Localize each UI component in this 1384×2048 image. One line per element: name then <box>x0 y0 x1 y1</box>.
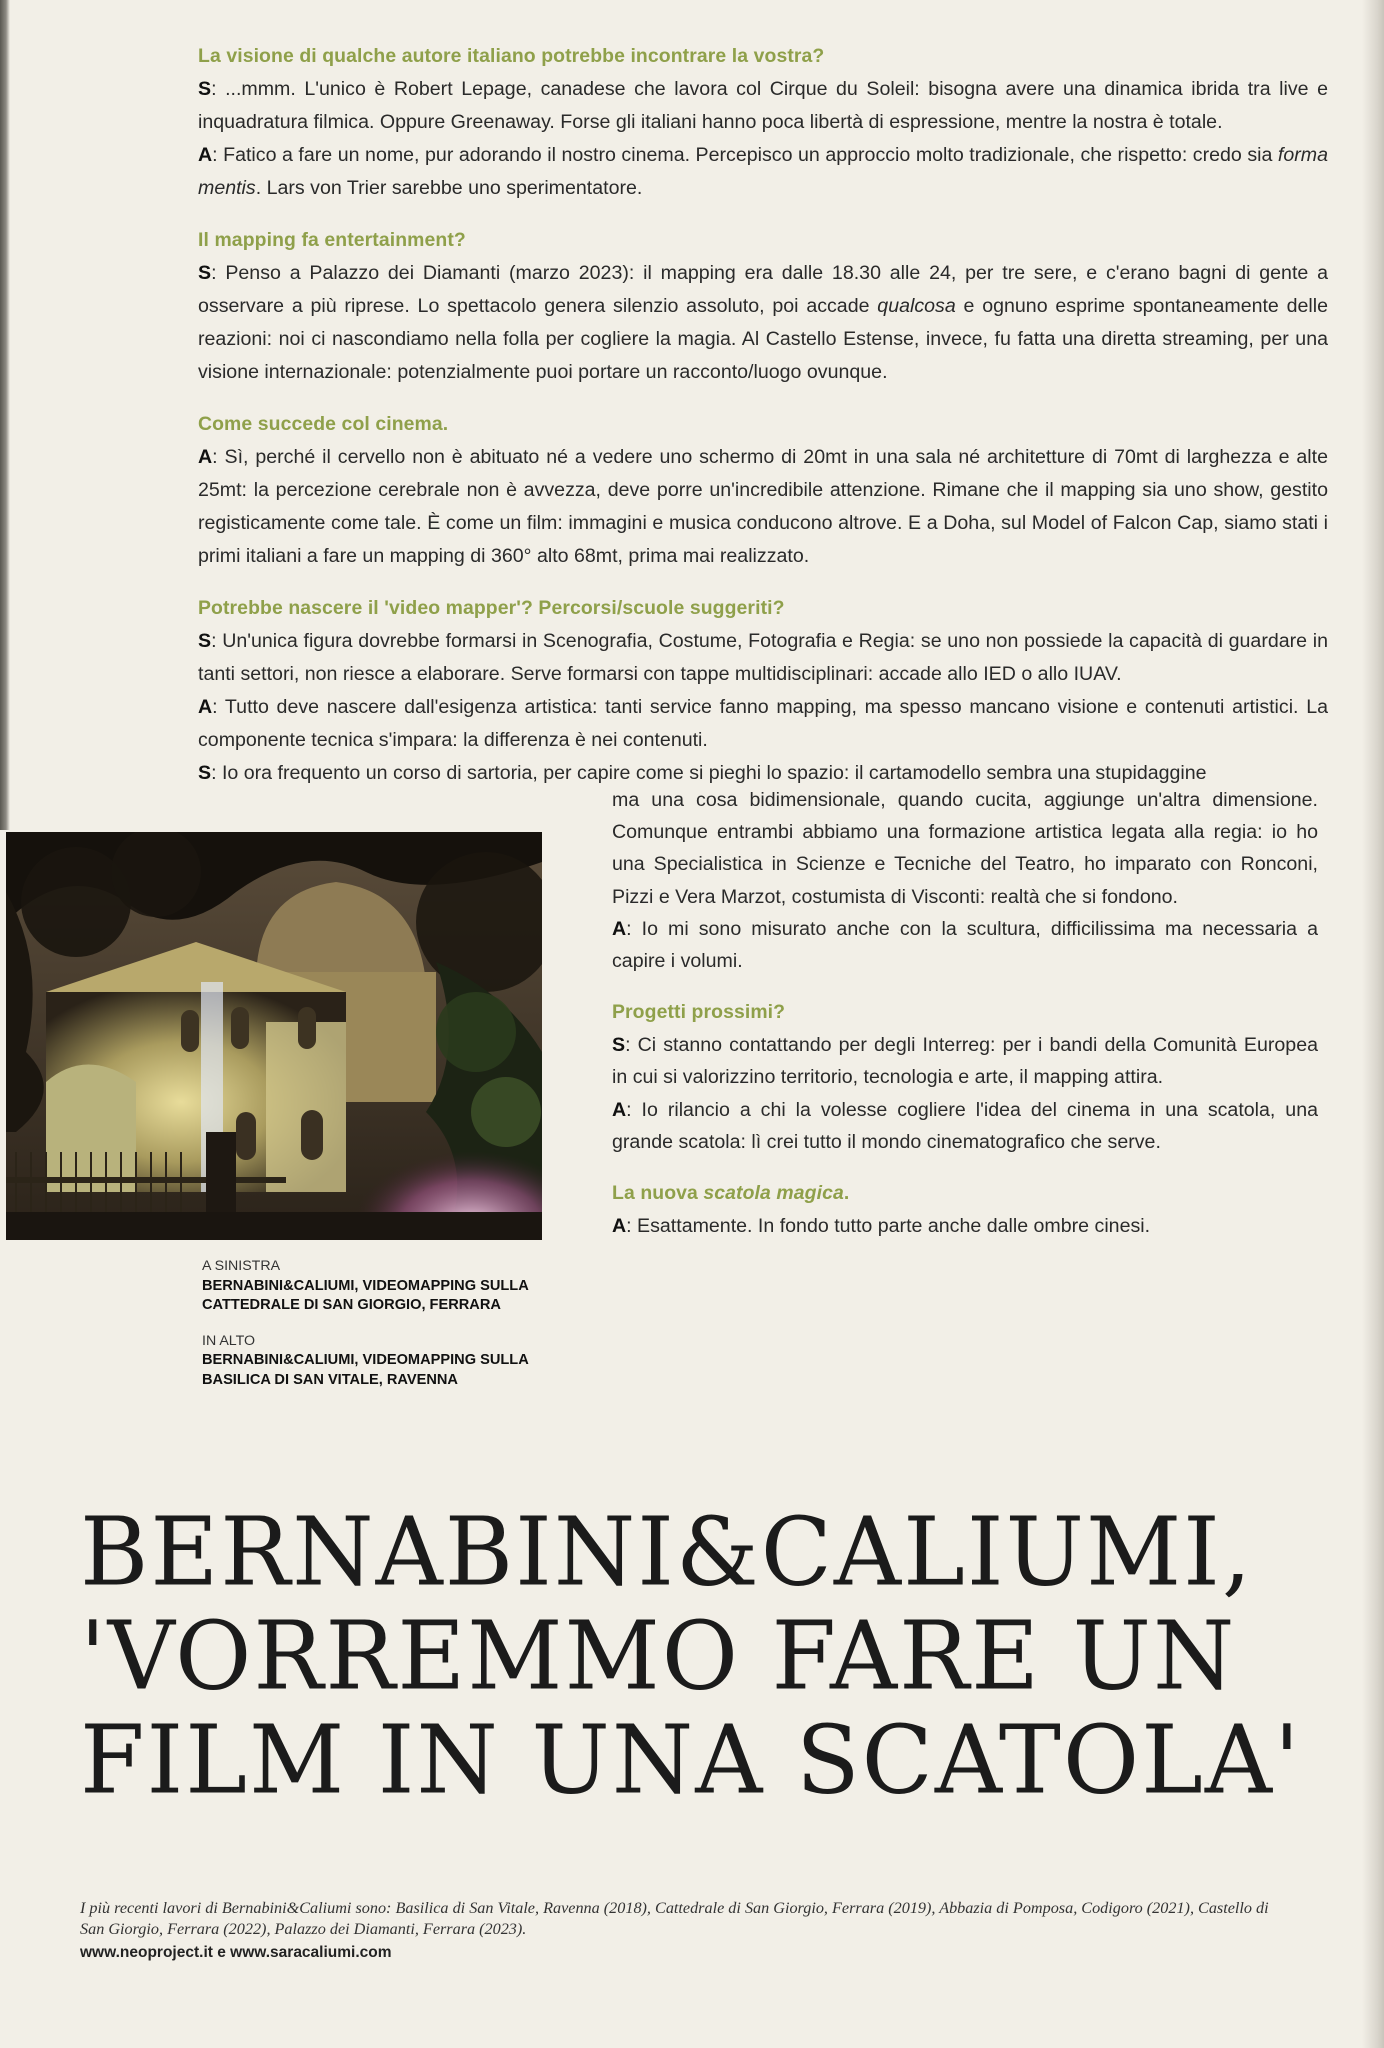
answer-text: : Io ora frequento un corso di sartoria, per capire come si pieghi lo spazio: il cartamodello sembra una stupidaggine <box>211 762 1207 784</box>
answer-continuation: ma una cosa bidimensionale, quando cucita, aggiunge un'altra dimensione. Comunque entrambi abbiamo una formazione artistica legata alla regia: io ho una Specialistica in Scienze e Tecniche del Teatro, ho imparato con Ronconi, Pizzi e Vera Marzot, costumista di Visconti: realtà che si fondono. <box>612 789 1318 908</box>
speaker-initial: S <box>198 630 212 652</box>
speaker-initial: A <box>612 1215 627 1238</box>
question-text: La nuova <box>612 1182 704 1205</box>
article-headline <box>80 1496 1350 1816</box>
question-heading: Il mapping fa entertainment? <box>198 229 466 251</box>
speaker-initial: A <box>612 1098 627 1121</box>
answer-text: : Esattamente. In fondo tutto parte anche dalle ombre cinesi. <box>626 1215 1151 1238</box>
caption-text: BERNABINI&CALIUMI, VIDEOMAPPING SULLA BASILICA DI SAN VITALE, RAVENNA <box>202 1352 529 1388</box>
speaker-initial: A <box>198 446 213 468</box>
speaker-initial: S <box>198 262 212 284</box>
speaker-initial: A <box>198 144 213 166</box>
answer-text: : Io rilancio a chi la volesse cogliere l'idea del cinema in una scatola, una grande scatola: lì crei tutto il mondo cinematografico che serve. <box>612 1098 1318 1153</box>
answer-text: : ...mmm. L'unico è Robert Lepage, canadese che lavora col Cirque du Soleil: bisogna avere una dinamica ibrida tra live e inquadratura filmica. Oppure Greenaway. Forse gli italiani hanno poca libertà di espressione, mentre la nostra è totale. <box>198 78 1328 133</box>
interview-column <box>198 40 1328 790</box>
question-text: . <box>843 1182 850 1205</box>
answer-text: : Ci stanno contattando per degli Interreg: per i bandi della Comunità Europea in cui si valorizzino territorio, tecnologia e arte, il mapping attira. <box>612 1034 1318 1089</box>
answer-paragraph <box>198 73 1328 139</box>
answer-text: : Sì, perché il cervello non è abituato né a vedere uno schermo di 20mt in una sala né architetture di 70mt di larghezza e alte 25mt: la percezione cerebrale non è avvezza, deve porre un'incredibile attenzione. Rimane che il mapping sia uno show, gestito registicamente come tale. È come un film: immagini e musica conducono altrove. E a Doha, sul Model of Falcon Cap, siamo stati i primi italiani a fare un mapping di 360° alto 68mt, prima mai realizzato. <box>198 446 1328 567</box>
question-heading: La visione di qualche autore italiano potrebbe incontrare la vostra? <box>198 45 825 67</box>
answer-text: : Fatico a fare un nome, pur adorando il nostro cinema. Percepisco un approccio molto tradizionale, che rispetto: credo sia <box>212 144 1278 166</box>
answer-paragraph <box>198 139 1328 205</box>
answer-text: : Tutto deve nascere dall'esigenza artistica: tanti service fanno mapping, ma spesso mancano visione e contenuti artistici. La componente tecnica s'impara: la differenza è nei contenuti. <box>198 696 1328 751</box>
answer-paragraph <box>198 257 1328 389</box>
answer-text: e ognuno esprime spontaneamente delle reazioni: noi ci nascondiamo nella folla per cogliere la magia. Al Castello Estense, invece, fu fatta una diretta streaming, per una visione internazionale: potenzialmente puoi portare un racconto/luogo ovunque. <box>198 295 1329 383</box>
answer-text: : Io mi sono misurato anche con la scultura, difficilissima ma necessaria a capire i volumi. <box>612 917 1318 973</box>
photo-captions <box>202 1257 582 1390</box>
cathedral-photo <box>6 832 542 1240</box>
question-heading <box>612 1177 1318 1210</box>
speaker-initial: S <box>198 78 212 100</box>
caption-label: A SINISTRA <box>202 1258 281 1274</box>
answer-italic: forma mentis <box>198 144 1328 199</box>
caption-text: BERNABINI&CALIUMI, VIDEOMAPPING SULLA CATTEDRALE DI SAN GIORGIO, FERRARA <box>202 1277 529 1313</box>
answer-italic: qualcosa <box>877 295 956 317</box>
speaker-initial: A <box>198 696 213 718</box>
answer-paragraph <box>612 1029 1318 1093</box>
speaker-initial: A <box>612 917 627 940</box>
headline-line: BERNABINI&CALIUMI, <box>80 1496 1254 1608</box>
caption-label: IN ALTO <box>202 1332 256 1349</box>
answer-paragraph <box>198 441 1328 573</box>
page-edge-shadow <box>0 0 10 830</box>
answer-paragraph <box>612 913 1318 977</box>
question-italic: scatola magica <box>703 1182 844 1205</box>
question-heading: Come succede col cinema. <box>198 413 449 435</box>
page-binding-shadow <box>1362 0 1384 2048</box>
answer-paragraph <box>198 625 1328 691</box>
speaker-initial: S <box>198 762 212 784</box>
answer-text: : Un'unica figura dovrebbe formarsi in Scenografia, Costume, Fotografia e Regia: se uno non possiede la capacità di guardare in tanti settori, non riesce a elaborare. Serve formarsi con tappe multidisciplinari: accade allo IED o allo IUAV. <box>198 630 1328 685</box>
answer-paragraph <box>612 1210 1318 1242</box>
article-footer <box>80 1898 1280 1963</box>
answer-text: : Penso a Palazzo dei Diamanti (marzo 2023): il mapping era dalle 18.30 alle 24, per tre sere, e c'erano bagni di gente a osservare a più riprese. Lo spettacolo genera silenzio assoluto, poi accade <box>198 262 1328 317</box>
footer-note: I più recenti lavori di Bernabini&Caliumi sono: Basilica di San Vitale, Ravenna (2018), Cattedrale di San Giorgio, Ferrara (2019), Abbazia di Pomposa, Codigoro (2021), Castello di San Giorgio, Ferrara (2022), Palazzo dei Diamanti, Ferrara (2023). <box>80 1899 1269 1938</box>
question-heading: Potrebbe nascere il 'video mapper'? Percorsi/scuole suggeriti? <box>198 597 785 619</box>
answer-paragraph <box>198 691 1328 757</box>
question-heading: Progetti prossimi? <box>612 1001 786 1024</box>
interview-column-indented <box>612 784 1318 1242</box>
headline-line: FILM IN UNA SCATOLA' <box>80 1705 1302 1816</box>
speaker-initial: S <box>612 1034 626 1057</box>
answer-text: . Lars von Trier sarebbe uno sperimentatore. <box>255 177 643 199</box>
answer-paragraph <box>612 1094 1318 1158</box>
footer-links: www.neoproject.it e www.saracaliumi.com <box>80 1944 392 1961</box>
headline-line: 'VORREMMO FARE UN <box>80 1600 1237 1712</box>
